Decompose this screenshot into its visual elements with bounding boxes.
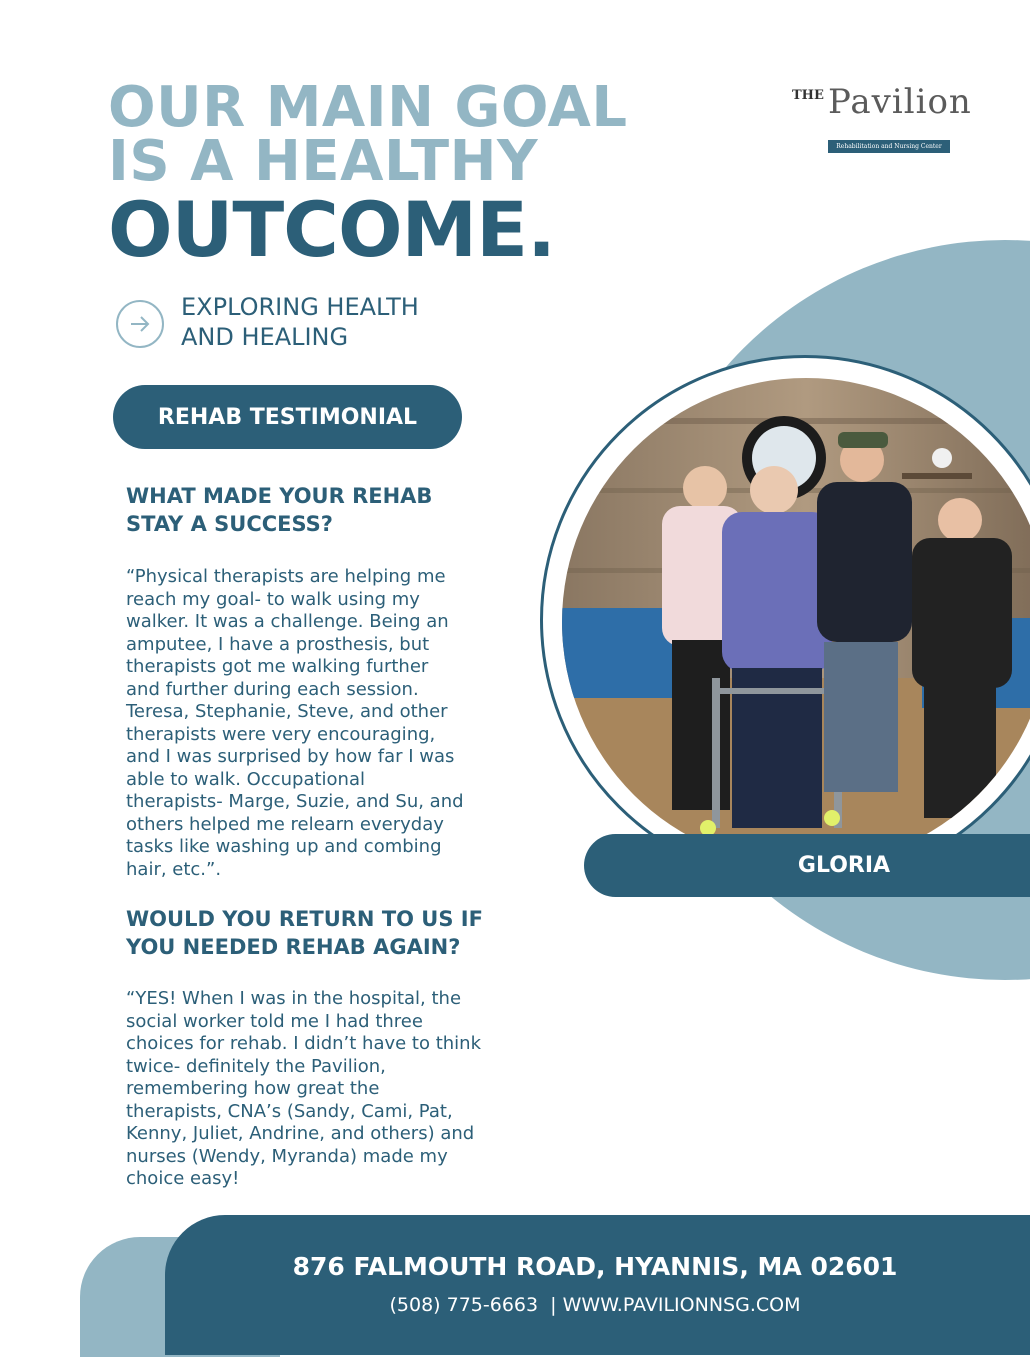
answer-1-line: and further during each session. xyxy=(126,678,419,700)
answer-2-line: social worker told me I had three xyxy=(126,1010,423,1032)
answer-2-line: Kenny, Juliet, Andrine, and others) and xyxy=(126,1123,475,1144)
question-1-line-2: STAY A SUCCESS? xyxy=(126,512,333,536)
testimonial-photo xyxy=(562,378,1030,866)
answer-2-line: therapists, CNA’s (Sandy, Cami, Pat, xyxy=(126,1100,453,1122)
logo-the: THE xyxy=(792,88,824,103)
question-1-line-1: WHAT MADE YOUR REHAB xyxy=(126,484,433,508)
footer xyxy=(165,1215,1030,1355)
subheading-line-2: AND HEALING xyxy=(181,323,349,351)
answer-1-line: Teresa, Stephanie, Steve, and other xyxy=(126,701,448,722)
question-2-line-2: YOU NEEDED REHAB AGAIN? xyxy=(126,935,461,959)
arrow-right-icon xyxy=(116,300,164,348)
answer-1-line: and I was surprised by how far I was xyxy=(126,746,455,767)
answer-1-line: able to walk. Occupational xyxy=(126,768,366,790)
answer-1-line: therapists were very encouraging, xyxy=(126,723,436,745)
group-photo-illustration xyxy=(562,378,1030,866)
answer-2-line: choices for rehab. I didn’t have to think xyxy=(126,1033,482,1054)
answer-1-line: amputee, I have a prosthesis, but xyxy=(126,633,430,655)
answer-1-line: walker. It was a challenge. Being an xyxy=(126,611,449,632)
headline-line-1: OUR MAIN GOAL xyxy=(108,75,628,140)
answer-1 xyxy=(126,566,526,881)
rehab-testimonial-badge xyxy=(113,385,462,449)
logo-tagline-bar xyxy=(828,140,950,153)
badge-label: REHAB TESTIMONIAL xyxy=(157,404,418,430)
answer-1-line: therapists- Marge, Suzie, and Su, and xyxy=(126,791,464,812)
logo-tagline: Rehabilitation and Nursing Center xyxy=(836,143,942,150)
headline-line-2: IS A HEALTHY xyxy=(108,129,538,194)
logo-name: Pavilion xyxy=(828,82,972,122)
pavilion-logo xyxy=(792,82,972,157)
subheading-line-1: EXPLORING HEALTH xyxy=(181,293,419,321)
answer-1-line: tasks like washing up and combing xyxy=(126,836,442,857)
footer-address: 876 FALMOUTH ROAD, HYANNIS, MA 02601 xyxy=(292,1252,898,1281)
answer-2-line: twice- definitely the Pavilion, xyxy=(126,1055,386,1077)
footer-contact: (508) 775-6663 | WWW.PAVILIONNSG.COM xyxy=(389,1294,801,1316)
question-2-line-1: WOULD YOU RETURN TO US IF xyxy=(126,907,483,931)
answer-2 xyxy=(126,988,526,1191)
answer-2-line: “YES! When I was in the hospital, the xyxy=(126,988,462,1009)
answer-1-line: therapists got me walking further xyxy=(126,656,429,677)
photo-caption: GLORIA xyxy=(797,853,891,878)
answer-1-line: reach my goal- to walk using my xyxy=(126,588,420,610)
answer-1-line: hair, etc.”. xyxy=(126,858,222,880)
photo-caption-bar xyxy=(584,834,1030,897)
answer-2-line: nurses (Wendy, Myranda) made my xyxy=(126,1145,448,1167)
answer-1-line: “Physical therapists are helping me xyxy=(126,566,446,587)
headline-line-3: OUTCOME. xyxy=(108,185,555,274)
answer-2-line: choice easy! xyxy=(126,1168,240,1189)
answer-2-line: remembering how great the xyxy=(126,1078,380,1099)
answer-1-line: others helped me relearn everyday xyxy=(126,813,444,835)
